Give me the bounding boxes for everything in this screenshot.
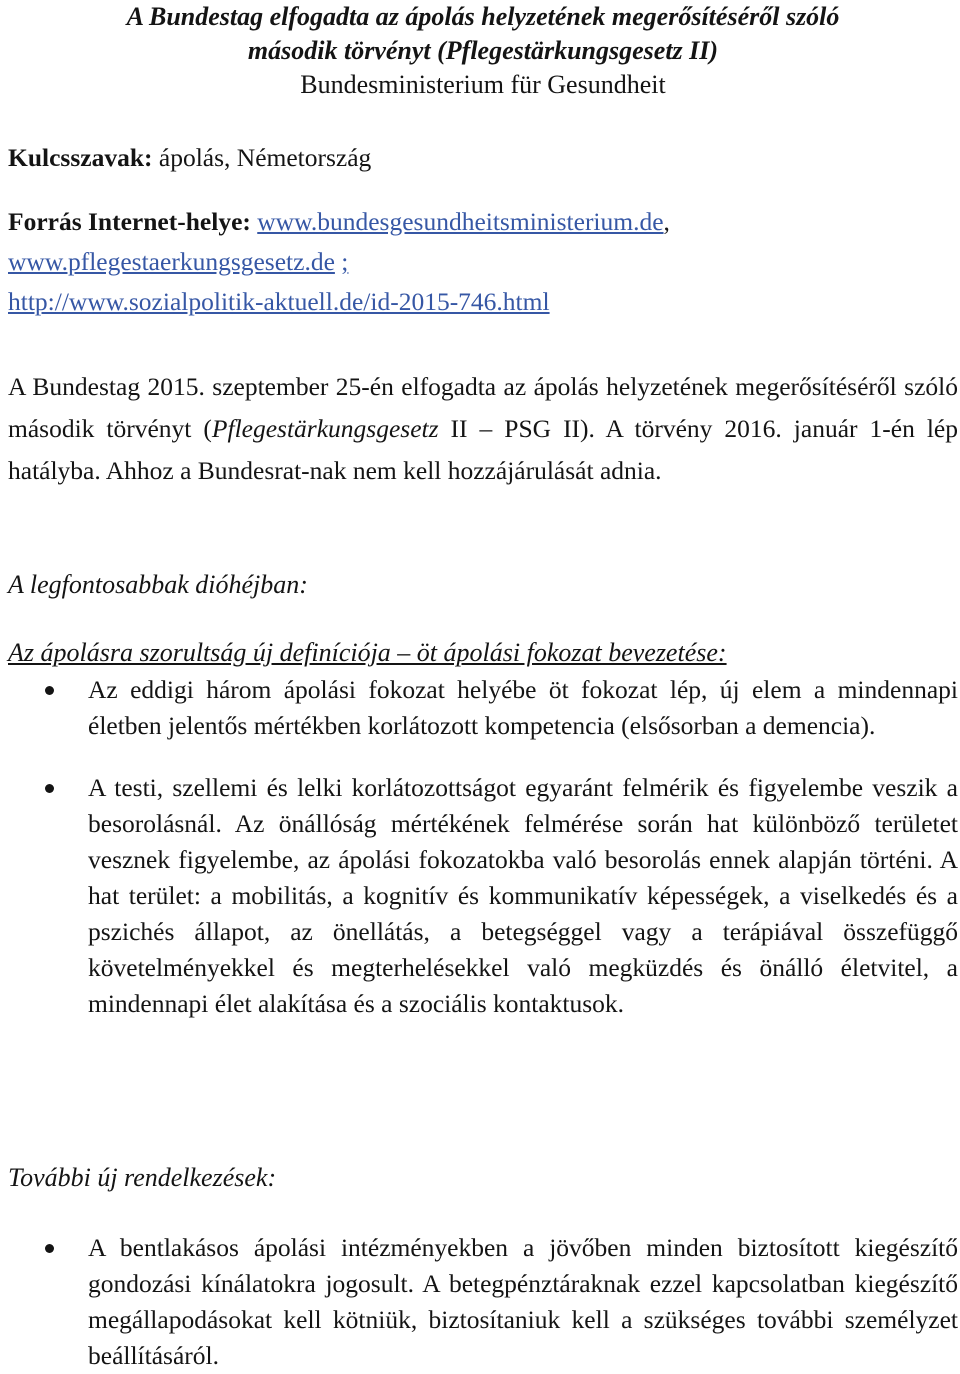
title-line-1: A Bundestag elfogadta az ápolás helyzetének megerősítéséről szóló — [126, 2, 840, 31]
source-separator-2[interactable]: ; — [341, 247, 349, 276]
list-item-text: Az eddigi három ápolási fokozat helyébe öt fokozat lép, új elem a mindennapi életben jelentős mértékben korlátozott kompetencia (elsősorban a demencia). — [88, 675, 958, 740]
list-item-text: A bentlakásos ápolási intézményekben a jövőben minden biztosított kiegészítő gondozási kínálatokra jogosult. A betegpénztáraknak ezzel kapcsolatban kiegészítő megállapodásokat kell kötniük, biztosítaniuk kell a szükséges további személyzet beállításáról. — [88, 1233, 958, 1370]
list-item — [8, 770, 958, 1022]
intro-text-2: II – PSG II). A törvény 2016. január 1-én lép hatályba. Ahhoz a Bundesrat-nak nem kell hozzájárulását adnia. — [8, 414, 958, 485]
source-link-sozialpolitik[interactable]: http://www.sozialpolitik-aktuell.de/id-2015-746.html — [8, 287, 550, 316]
source-separator-1: , — [663, 207, 670, 236]
intro-text-1: A Bundestag 2015. szeptember 25-én elfogadta az ápolás helyzetének megerősítéséről szóló második törvényt ( — [8, 372, 958, 443]
definition-heading: Az ápolásra szorultság új definíciója – öt ápolási fokozat bevezetése: — [8, 638, 727, 667]
source-label: Forrás Internet-helye: — [8, 207, 251, 236]
further-bullet-list — [8, 1230, 958, 1374]
further-provisions-heading: További új rendelkezések: — [8, 1163, 277, 1192]
bullet-icon — [45, 686, 54, 695]
intro-law-name: Pflegestärkungsgesetz — [211, 414, 439, 443]
list-item-text: A testi, szellemi és lelki korlátozottságot egyaránt felmérik és figyelembe veszik a besorolásnál. Az önállóság mértékének felmérése során hat különböző területet vesznek figyelembe, az ápolási fokozatokba való besorolás ennek alapján történi. A hat terület: a mobilitás, a kognitív és kommunikatív képességek, a viselkedés és a pszichés állapot, az önellátás, a betegséggel vagy a terápiával összefüggő követelményekkel és megterhelésekkel való megküzdés és önálló életvitel, a mindennapi élet alakítása és a szociális kontaktusok. — [88, 773, 958, 1018]
summary-heading: A legfontosabbak dióhéjban: — [8, 570, 308, 599]
list-item — [8, 1230, 958, 1374]
document-page — [8, 0, 958, 1370]
source-link-bmg[interactable]: www.bundesgesundheitsministerium.de — [257, 207, 664, 236]
source-block — [8, 202, 670, 322]
keywords-value: ápolás, Németország — [158, 143, 372, 172]
bullet-icon — [45, 784, 54, 793]
bullet-icon — [45, 1244, 54, 1253]
source-link-pflege[interactable]: www.pflegestaerkungsgesetz.de — [8, 247, 335, 276]
title-line-2: második törvényt (Pflegestärkungsgesetz II) — [247, 36, 719, 65]
intro-paragraph — [8, 366, 958, 492]
keywords-label: Kulcsszavak: — [8, 143, 153, 172]
keywords-line — [8, 140, 371, 176]
title-ministry: Bundesministerium für Gesundheit — [300, 70, 666, 99]
definition-bullet-list — [8, 672, 958, 1022]
document-title — [8, 0, 958, 102]
list-item — [8, 672, 958, 744]
